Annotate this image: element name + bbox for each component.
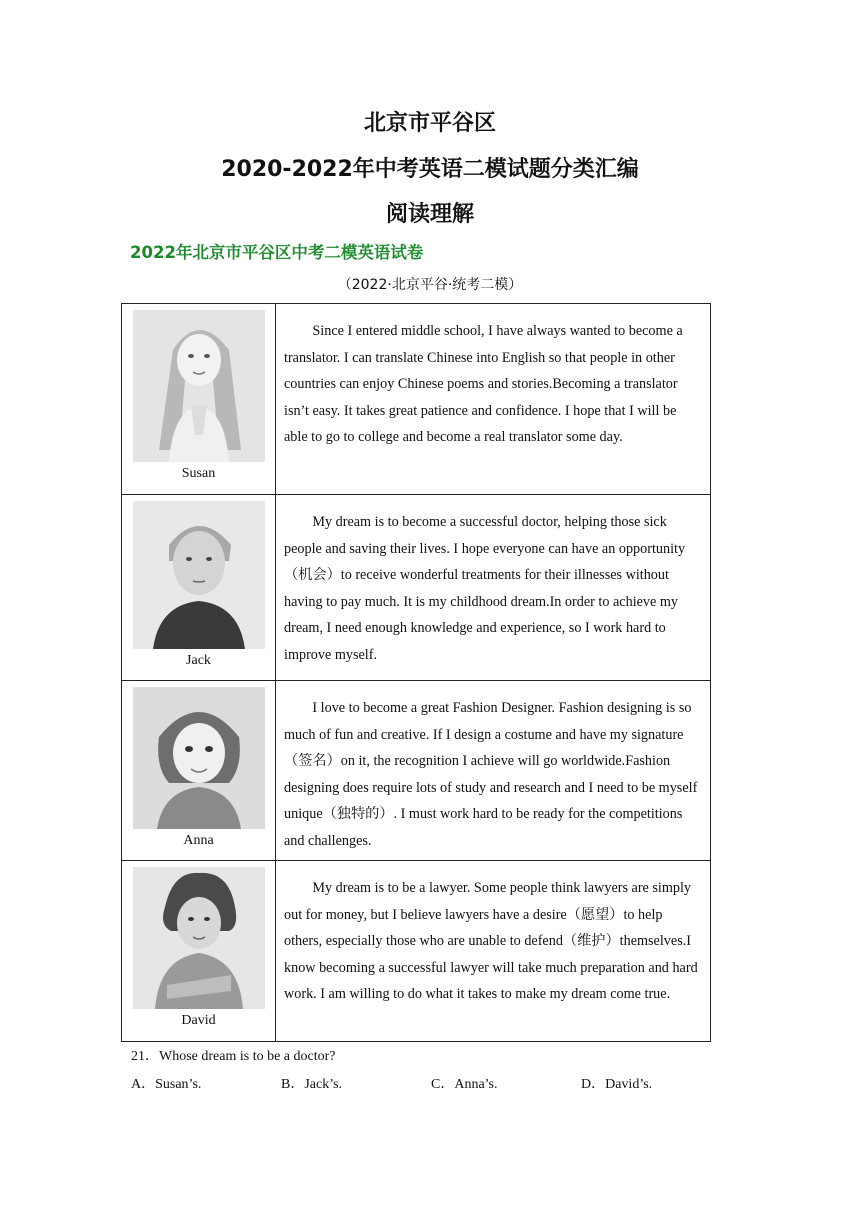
passage-table — [121, 303, 711, 1042]
doc-title-region: 北京市平谷区 — [363, 111, 496, 136]
passage-text: My dream is to be a lawyer. Some people think lawyers are simply out for money, but I believe lawyers have a desire（愿望）to help others, especially those who are unable to defend（维护）themselves.I know becoming a successful lawyer will take much preparation and hard work. I am willing to do what it takes to make my dream come true. — [284, 880, 698, 1002]
option-c[interactable]: C．Anna’s. — [431, 1077, 498, 1092]
person-name: Jack — [186, 653, 211, 668]
source-note: （2022·北京平谷·统考二模） — [337, 277, 523, 293]
option-d[interactable]: D．David’s. — [581, 1077, 653, 1092]
doc-title-main: 2020-2022年中考英语二模试题分类汇编 — [221, 157, 639, 182]
jack-photo — [133, 501, 265, 649]
photo-cell — [122, 495, 276, 681]
table-row — [122, 495, 711, 681]
photo-cell — [122, 681, 276, 861]
anna-photo — [133, 687, 265, 829]
option-a[interactable]: A．Susan’s. — [131, 1077, 202, 1092]
passage-cell — [276, 681, 711, 861]
person-name: Susan — [181, 466, 216, 481]
passage-cell — [276, 861, 711, 1042]
table-row — [122, 861, 711, 1042]
passage-cell — [276, 304, 711, 495]
table-row — [122, 681, 711, 861]
doc-title-topic: 阅读理解 — [385, 202, 474, 227]
passage-cell — [276, 495, 711, 681]
question-21: 21．Whose dream is to be a doctor? — [131, 1049, 336, 1064]
passage-text: I love to become a great Fashion Designer. Fashion designing is so much of fun and creative. If I design a costume and have my signature（签名）on it, the recognition I achieve will go worldwide.Fashion designing does require lots of study and research and I need to be myself unique（独特的）. I must work hard to be ready for the competitions and challenges. — [284, 700, 698, 849]
passage-text: My dream is to become a successful doctor, helping those sick people and saving their lives. I hope everyone can have an opportunity（机会）to receive wonderful treatments for their illnesses without having to pay much. It is my childhood dream.In order to achieve my dream, I need enough knowledge and experience, so I work hard to improve myself. — [284, 514, 686, 663]
photo-cell — [122, 304, 276, 495]
susan-photo — [133, 310, 265, 462]
person-name: Anna — [183, 833, 214, 848]
photo-cell — [122, 861, 276, 1042]
person-name: David — [181, 1013, 216, 1028]
option-b[interactable]: B．Jack’s. — [281, 1077, 343, 1092]
david-photo — [133, 867, 265, 1009]
passage-text: Since I entered middle school, I have always wanted to become a translator. I can translate Chinese into English so that people in other countries can enjoy Chinese poems and stories.Becoming a translator isn’t easy. It takes great patience and confidence. I hope that I will be able to go to college and become a real translator some day. — [284, 323, 683, 445]
section-title: 2022年北京市平谷区中考二模英语试卷 — [130, 243, 424, 262]
table-row — [122, 304, 711, 495]
